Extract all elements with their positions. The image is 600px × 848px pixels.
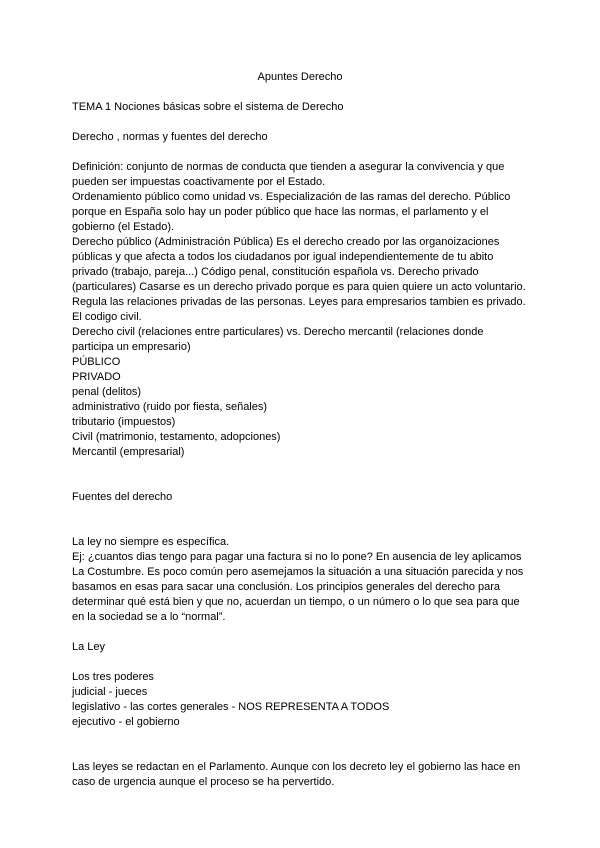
paragraph: Las leyes se redactan en el Parlamento. Aunque con los decreto ley el gobierno las hace en caso de urgencia aunque el proceso se ha pervertido. xyxy=(72,761,524,788)
paragraph: PRIVADO xyxy=(72,371,121,383)
paragraph: Derecho civil (relaciones entre particulares) vs. Derecho mercantil (relaciones donde participa un empresario) xyxy=(72,326,487,353)
blank-line xyxy=(72,745,528,760)
document-body xyxy=(72,100,528,790)
paragraph: Civil (matrimonio, testamento, adopciones) xyxy=(72,431,281,443)
blank-line xyxy=(72,655,528,670)
blank-line xyxy=(72,505,528,520)
paragraph: Definición: conjunto de normas de conducta que tienden a asegurar la convivencia y que pueden ser impuestas coactivamente por el Estado. xyxy=(72,161,508,188)
blank-line xyxy=(72,475,528,490)
blank-line xyxy=(72,730,528,745)
blank-line xyxy=(72,625,528,640)
blank-line xyxy=(72,145,528,160)
blank-line xyxy=(72,115,528,130)
paragraph: ejecutivo - el gobierno xyxy=(72,716,180,728)
paragraph: Ej: ¿cuantos dias tengo para pagar una factura si no lo pone? En ausencia de ley aplicamos La Costumbre. Es poco común pero asemejamos la situación a una situación parecida y nos basamos en esas para sacar una conclusión. Los principios generales del derecho para determinar qué está bien y que no, acuerdan un tiempo, o un número o lo que sea para que en la sociedad se a lo “normal”. xyxy=(72,551,527,623)
paragraph: TEMA 1 Nociones básicas sobre el sistema de Derecho xyxy=(72,101,344,113)
paragraph: administrativo (ruido por fiesta, señales) xyxy=(72,401,268,413)
paragraph: penal (delitos) xyxy=(72,386,142,398)
blank-line xyxy=(72,460,528,475)
paragraph: PÚBLICO xyxy=(72,356,121,368)
paragraph: judicial - jueces xyxy=(72,686,148,698)
paragraph: Derecho público (Administración Pública) Es el derecho creado por las organoizaciones públicas y que afecta a todos los ciudadanos por igual independientemente de tu abito privado (trabajo, pareja...) Código penal, constitución española vs. Derecho privado (particulares) Casarse es un derecho privado porque es para quien quiere un acto voluntario. Regula las relaciones privadas de las personas. Leyes para empresarios tambien es privado. El codigo civil. xyxy=(72,236,529,323)
paragraph: Derecho , normas y fuentes del derecho xyxy=(72,131,268,143)
paragraph: tributario (impuestos) xyxy=(72,416,176,428)
paragraph: Los tres poderes xyxy=(72,671,154,683)
paragraph: La Ley xyxy=(72,641,106,653)
paragraph: Fuentes del derecho xyxy=(72,491,173,503)
paragraph: Ordenamiento público como unidad vs. Especialización de las ramas del derecho. Público porque en España solo hay un poder público que hace las normas, el parlamento y el gobierno (el Estado). xyxy=(72,191,514,233)
paragraph: Mercantil (empresarial) xyxy=(72,446,185,458)
document-title: Apuntes Derecho xyxy=(257,71,343,83)
blank-line xyxy=(72,520,528,535)
paragraph: La ley no siempre es específica. xyxy=(72,536,230,548)
paragraph: legislativo - las cortes generales - NOS REPRESENTA A TODOS xyxy=(72,701,390,713)
